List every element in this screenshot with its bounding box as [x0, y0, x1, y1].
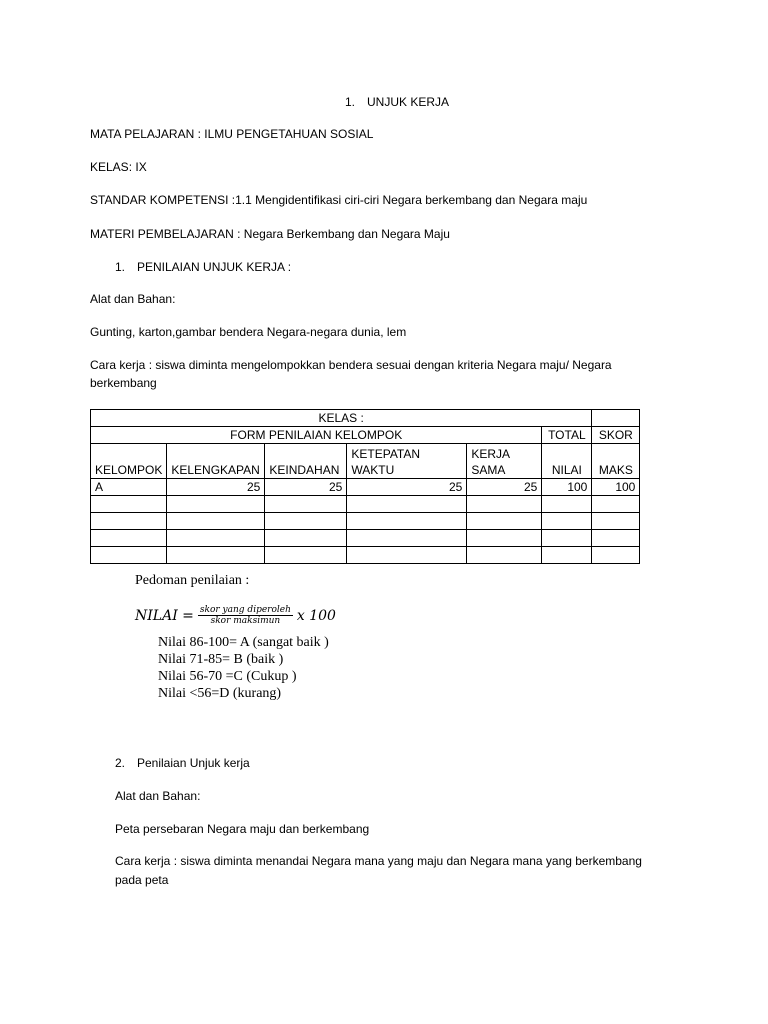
section2-alat-text: Peta persebaran Negara maju dan berkembang	[115, 822, 370, 836]
table-cell	[265, 496, 347, 513]
table-cell	[91, 513, 167, 530]
table-cell	[91, 547, 167, 564]
col-kelengkapan: KELENGKAPAN	[167, 444, 265, 479]
table-row	[91, 427, 640, 444]
section1-alat-label: Alat dan Bahan:	[90, 292, 176, 306]
table-cell	[467, 496, 542, 513]
table-cell	[167, 496, 265, 513]
col-kerja-sama: KERJA SAMA	[467, 444, 542, 479]
table-cell	[347, 513, 467, 530]
formula-fraction	[198, 605, 293, 626]
table-cell	[347, 530, 467, 547]
grade-item: Nilai <56=D (kurang)	[158, 686, 282, 701]
pedoman-heading: Pedoman penilaian :	[135, 573, 250, 588]
section1-cara-line2: berkembang	[90, 376, 157, 390]
section1-heading: 1. PENILAIAN UNJUK KERJA :	[115, 260, 292, 274]
table-cell	[592, 530, 640, 547]
section2-cara-line1: Cara kerja : siswa diminta menandai Negara mana yang maju dan Negara mana yang berkembang	[115, 854, 642, 868]
grade-item: Nilai 71-85= B (baik )	[158, 652, 284, 667]
table-row	[91, 530, 640, 547]
table-cell	[467, 547, 542, 564]
table-cell	[467, 530, 542, 547]
col-maks: MAKS	[592, 444, 640, 479]
section1-alat-text: Gunting, karton,gambar bendera Negara-negara dunia, lem	[90, 325, 407, 339]
formula-numerator: skor yang diperoleh	[199, 605, 291, 615]
table-total-cell: TOTAL	[542, 427, 592, 444]
formula-denominator: skor maksimun	[210, 616, 281, 626]
grade-list	[158, 634, 329, 702]
table-cell	[592, 496, 640, 513]
standar-kompetensi-line: STANDAR KOMPETENSI :1.1 Mengidentifikasi ciri-ciri Negara berkembang dan Negara maju	[90, 193, 588, 207]
table-cell	[592, 547, 640, 564]
table-cell	[265, 530, 347, 547]
cell-kerja: 25	[467, 479, 542, 496]
table-skor-cell: SKOR	[592, 427, 640, 444]
document-title: 1. UNJUK KERJA	[345, 95, 450, 109]
kelas-line: KELAS: IX	[90, 160, 147, 174]
table-row	[91, 496, 640, 513]
grade-item: Nilai 86-100= A (sangat baik )	[158, 635, 329, 650]
table-cell	[592, 513, 640, 530]
table-form-cell: FORM PENILAIAN KELOMPOK	[91, 427, 542, 444]
table-row	[91, 479, 640, 496]
table-cell	[542, 496, 592, 513]
table-row	[91, 410, 640, 427]
cell-ketepatan: 25	[347, 479, 467, 496]
table-cell	[467, 513, 542, 530]
col-ketepatan-waktu: KETEPATAN WAKTU	[347, 444, 467, 479]
table-cell	[542, 547, 592, 564]
table-cell	[167, 530, 265, 547]
section2-heading: 2. Penilaian Unjuk kerja	[115, 756, 250, 770]
cell-nilai: 100	[542, 479, 592, 496]
section2-cara-line2: pada peta	[115, 873, 169, 887]
nilai-formula	[135, 605, 336, 626]
formula-rhs: x 100	[296, 607, 336, 624]
table-row	[91, 513, 640, 530]
mata-pelajaran-line: MATA PELAJARAN : ILMU PENGETAHUAN SOSIAL	[90, 127, 374, 141]
grade-item: Nilai 56-70 =C (Cukup )	[158, 669, 297, 684]
table-cell	[542, 530, 592, 547]
table-row	[91, 547, 640, 564]
section1-cara-line1: Cara kerja : siswa diminta mengelompokkan bendera sesuai dengan kriteria Negara maju/ Negara	[90, 358, 612, 372]
assessment-table	[90, 409, 640, 564]
table-cell	[265, 513, 347, 530]
cell-maks: 100	[592, 479, 640, 496]
col-keindahan: KEINDAHAN	[265, 444, 347, 479]
table-cell	[167, 547, 265, 564]
cell-keindahan: 25	[265, 479, 347, 496]
col-nilai: NILAI	[542, 444, 592, 479]
table-kelas-cell: KELAS :	[91, 410, 592, 427]
table-cell	[91, 496, 167, 513]
table-cell	[167, 513, 265, 530]
materi-line: MATERI PEMBELAJARAN : Negara Berkembang dan Negara Maju	[90, 227, 450, 241]
table-cell	[91, 530, 167, 547]
table-cell	[592, 410, 640, 427]
col-kelompok: KELOMPOK	[91, 444, 167, 479]
table-header-row	[91, 444, 640, 479]
table-cell	[265, 547, 347, 564]
cell-kelengkapan: 25	[167, 479, 265, 496]
table-cell	[347, 547, 467, 564]
cell-kelompok: A	[91, 479, 167, 496]
section2-alat-label: Alat dan Bahan:	[115, 789, 201, 803]
table-cell	[347, 496, 467, 513]
table-cell	[542, 513, 592, 530]
formula-lhs: NILAI =	[135, 607, 194, 624]
